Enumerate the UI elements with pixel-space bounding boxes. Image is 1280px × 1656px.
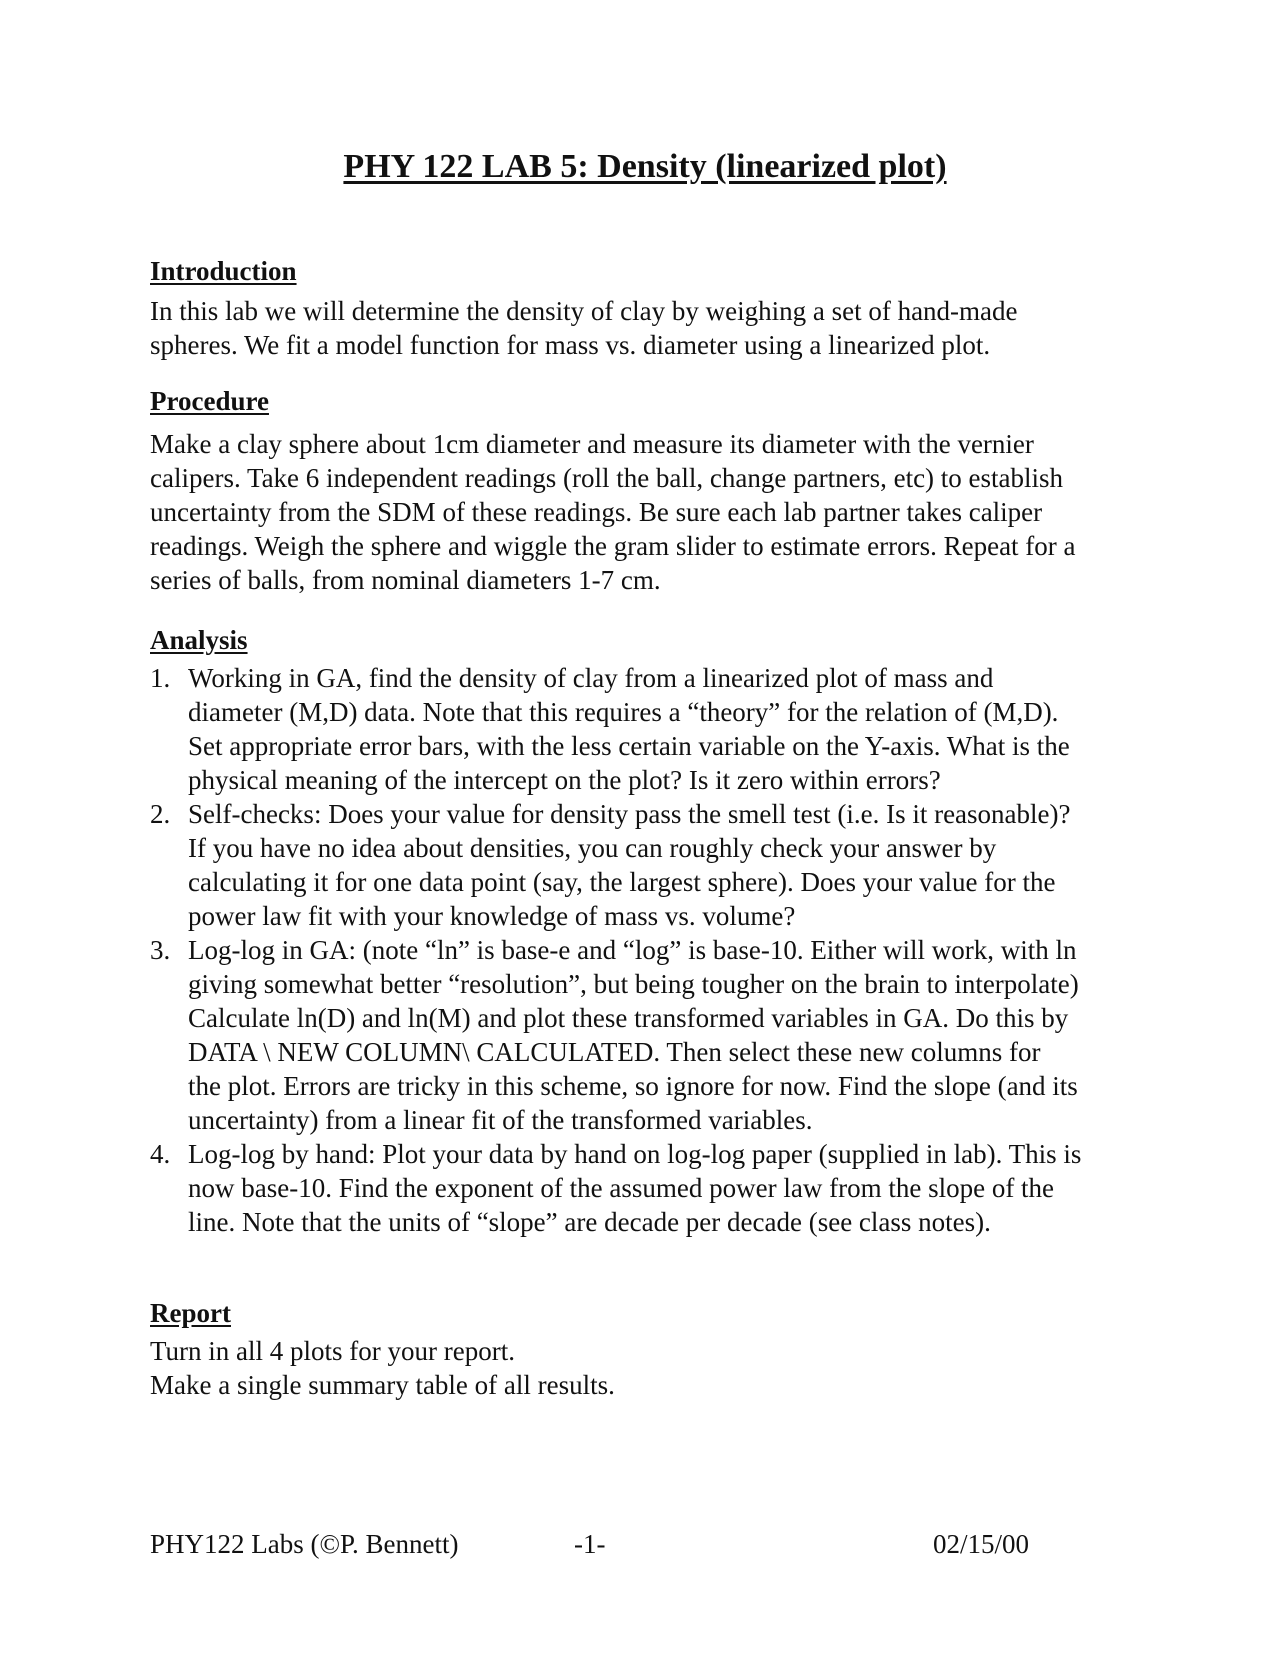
report-line: Turn in all 4 plots for your report. — [150, 1336, 515, 1366]
list-item-number: 1. — [150, 663, 171, 693]
analysis-list — [150, 661, 1160, 1239]
list-item-line: now base-10. Find the exponent of the assumed power law from the slope of the — [188, 1173, 1055, 1203]
document-page — [150, 0, 1150, 1656]
report-heading: Report — [150, 1298, 231, 1328]
list-item-number: 2. — [150, 799, 171, 829]
introduction-line: spheres. We fit a model function for mass vs. diameter using a linearized plot. — [150, 330, 991, 360]
list-item-line: diameter (M,D) data. Note that this requires a “theory” for the relation of (M,D). — [188, 697, 1059, 727]
list-item-line: If you have no idea about densities, you can roughly check your answer by — [188, 833, 997, 863]
footer-page-number: -1- — [574, 1529, 606, 1559]
list-item-line: Log-log by hand: Plot your data by hand on log-log paper (supplied in lab). This is — [188, 1139, 1082, 1169]
list-item-line: line. Note that the units of “slope” are decade per decade (see class notes). — [188, 1207, 991, 1237]
procedure-heading: Procedure — [150, 386, 269, 416]
report-line: Make a single summary table of all results. — [150, 1370, 615, 1400]
list-item-line: uncertainty) from a linear fit of the transformed variables. — [188, 1105, 813, 1135]
introduction-heading: Introduction — [150, 256, 297, 286]
list-item-number: 3. — [150, 935, 171, 965]
procedure-paragraph — [150, 427, 1160, 597]
list-item — [150, 661, 1160, 797]
procedure-line: uncertainty from the SDM of these readings. Be sure each lab partner takes caliper — [150, 497, 1043, 527]
procedure-line: Make a clay sphere about 1cm diameter and measure its diameter with the vernier — [150, 429, 1034, 459]
page-title: PHY 122 LAB 5: Density (linearized plot) — [343, 148, 947, 185]
footer-left: PHY122 Labs (©P. Bennett) — [150, 1529, 459, 1559]
footer-date: 02/15/00 — [933, 1529, 1030, 1559]
list-item — [150, 933, 1160, 1137]
list-item-number: 4. — [150, 1139, 171, 1169]
procedure-line: readings. Weigh the sphere and wiggle the gram slider to estimate errors. Repeat for a — [150, 531, 1076, 561]
procedure-line: series of balls, from nominal diameters 1-7 cm. — [150, 565, 661, 595]
list-item — [150, 797, 1160, 933]
list-item-line: Calculate ln(D) and ln(M) and plot these transformed variables in GA. Do this by — [188, 1003, 1069, 1033]
list-item-line: giving somewhat better “resolution”, but being tougher on the brain to interpolate) — [188, 969, 1079, 999]
report-paragraph — [150, 1334, 1160, 1402]
list-item-line: power law fit with your knowledge of mass vs. volume? — [188, 901, 796, 931]
analysis-heading: Analysis — [150, 625, 248, 655]
procedure-line: calipers. Take 6 independent readings (roll the ball, change partners, etc) to establish — [150, 463, 1064, 493]
introduction-line: In this lab we will determine the density of clay by weighing a set of hand-made — [150, 296, 1018, 326]
list-item — [150, 1137, 1160, 1239]
list-item-line: Log-log in GA: (note “ln” is base-e and “log” is base-10. Either will work, with ln — [188, 935, 1077, 965]
list-item-line: physical meaning of the intercept on the plot? Is it zero within errors? — [188, 765, 941, 795]
list-item-line: Set appropriate error bars, with the less certain variable on the Y-axis. What is the — [188, 731, 1070, 761]
list-item-line: Working in GA, find the density of clay from a linearized plot of mass and — [188, 663, 994, 693]
introduction-paragraph — [150, 294, 1160, 362]
list-item-line: DATA \ NEW COLUMN\ CALCULATED. Then select these new columns for — [188, 1037, 1041, 1067]
list-item-line: calculating it for one data point (say, the largest sphere). Does your value for the — [188, 867, 1056, 897]
list-item-line: Self-checks: Does your value for density pass the smell test (i.e. Is it reasonable)? — [188, 799, 1071, 829]
list-item-line: the plot. Errors are tricky in this scheme, so ignore for now. Find the slope (and its — [188, 1071, 1078, 1101]
